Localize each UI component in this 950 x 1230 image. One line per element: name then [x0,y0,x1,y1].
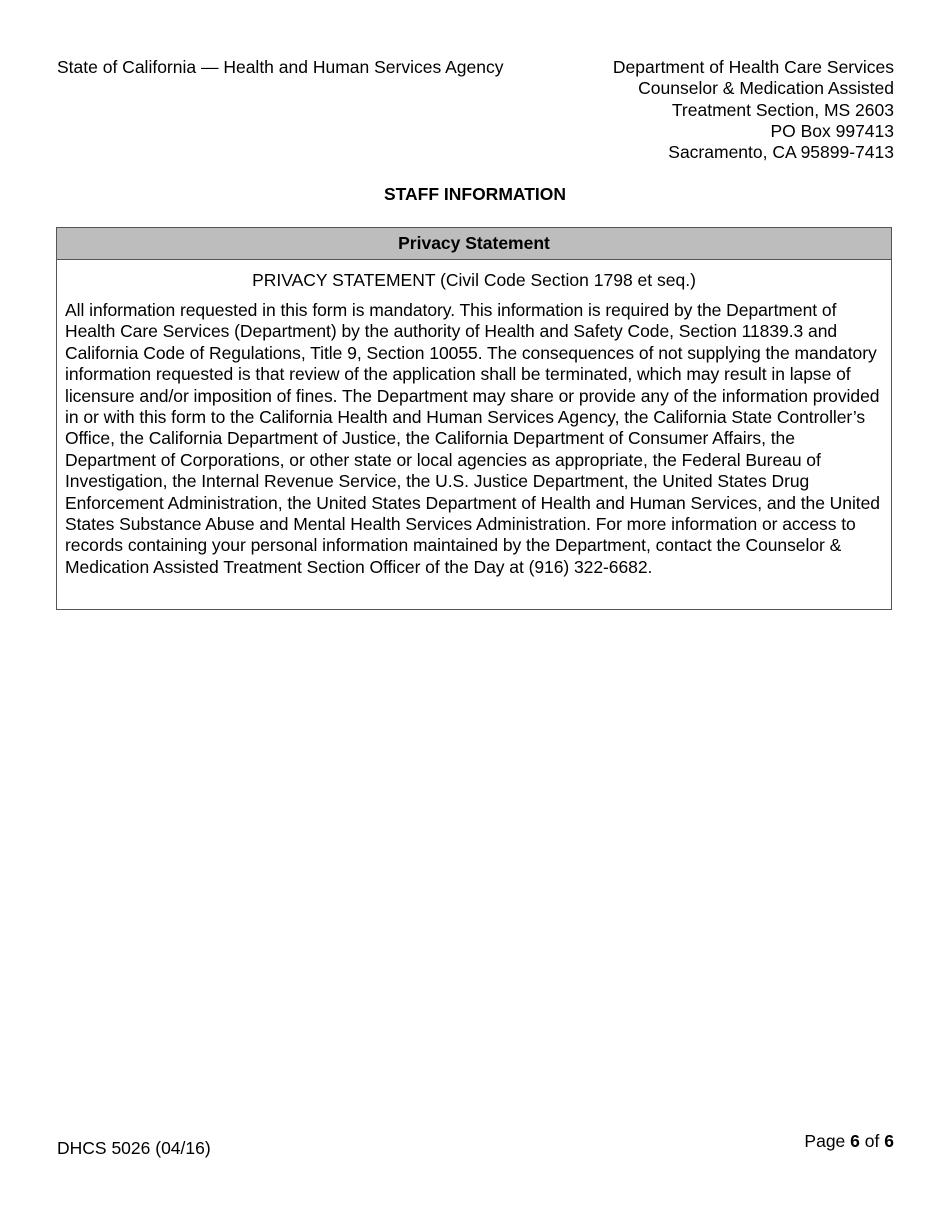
address-line: PO Box 997413 [770,120,894,141]
privacy-statement-subtitle: PRIVACY STATEMENT (Civil Code Section 1798 et seq.) [252,270,696,290]
address-line: Sacramento, CA 95899-7413 [668,142,894,163]
form-id: DHCS 5026 (04/16) [57,1138,211,1158]
privacy-statement-header: Privacy Statement [57,228,891,260]
agency-name: State of California — Health and Human Services Agency [57,57,504,77]
page-prefix: Page [804,1131,846,1151]
address-line: Department of Health Care Services [612,57,894,77]
privacy-statement-body: All information requested in this form is mandatory. This information is required by the Department of Health Care Services (Department) by the authority of Health and Safety Code, Section 11839.3 and California Code of Regulations, Title 9, Section 10055. The consequences of not supplying the mandatory information requested is that review of the application shall be terminated, which may result in lapse of licensure and/or imposition of fines. The Department may share or provide any of the information provided in or with this form to the California Health and Human Services Agency, the California State Controller’s Office, the California Department of Justice, the California Department of Consumer Affairs, the Department of Corporations, or other state or local agencies as appropriate, the Federal Bureau of Investigation, the Internal Revenue Service, the U.S. Justice Department, the United States Drug Enforcement Administration, the United States Department of Health and Human Services, and the United States Substance Abuse and Mental Health Services Administration. For more information or access to records containing your personal information maintained by the Department, contact the Counselor & Medication Assisted Treatment Section Officer of the Day at (916) 322-6682. [65,300,880,577]
privacy-statement-box [56,227,892,610]
page-of: of [864,1131,880,1151]
address-line: Treatment Section, MS 2603 [671,99,894,120]
page-total: 6 [884,1131,894,1151]
page-title: STAFF INFORMATION [383,184,567,204]
department-address [613,57,894,163]
page-current: 6 [850,1131,860,1151]
address-line: Counselor & Medication Assisted [638,78,894,99]
page-number [804,1131,894,1152]
